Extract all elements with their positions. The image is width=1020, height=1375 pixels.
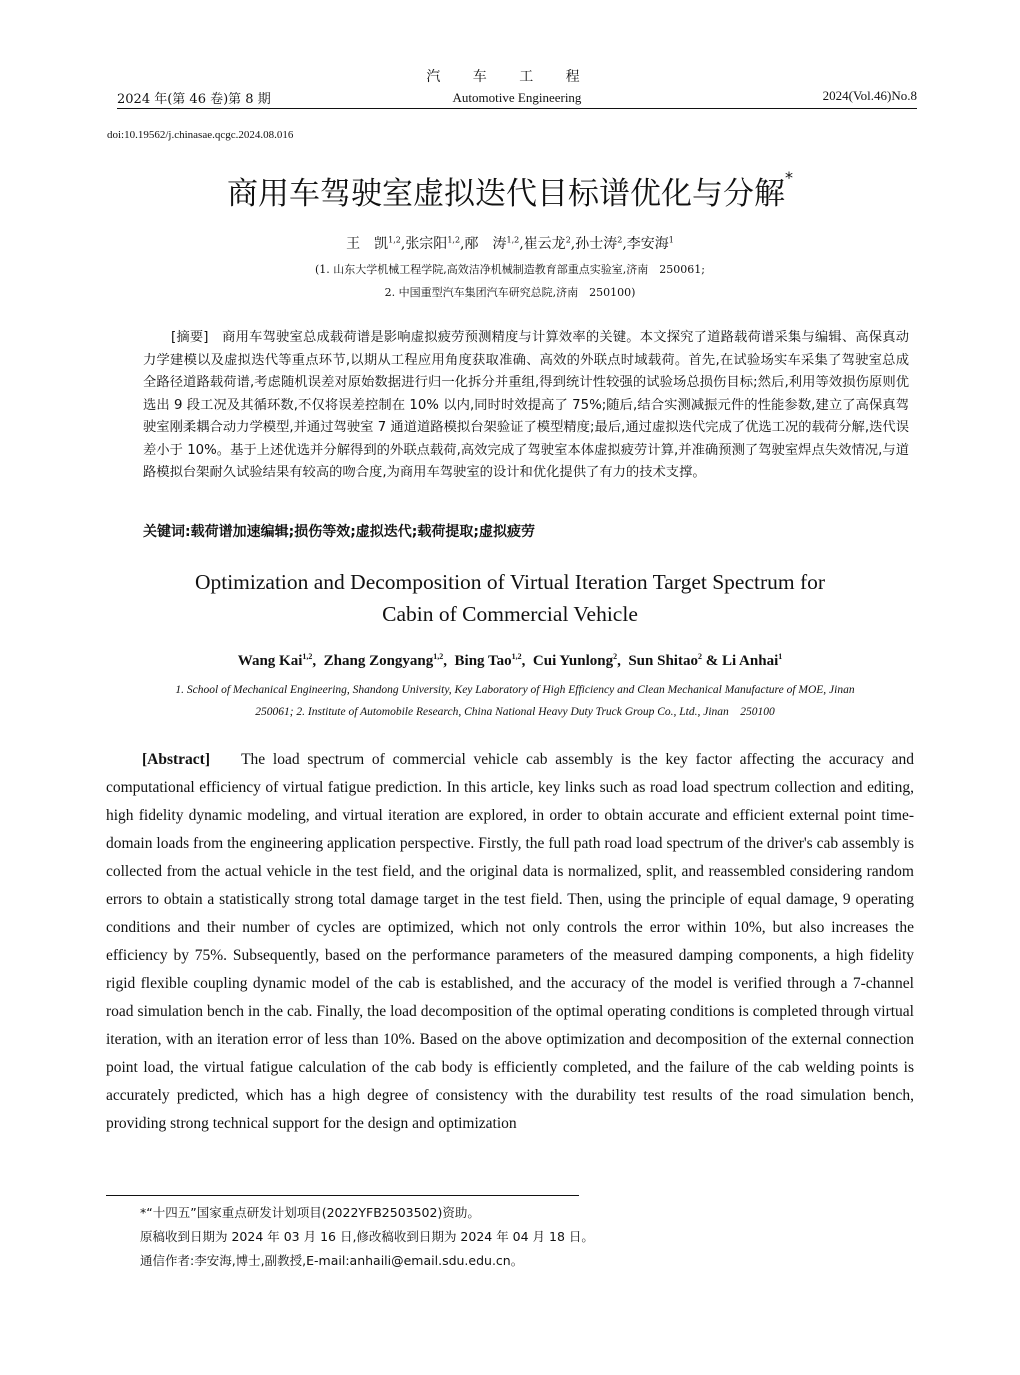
title-en-line-2: Cabin of Commercial Vehicle [382,602,638,626]
author-en-affil-mark: 2 [697,652,702,661]
title-cn-text: 商用车驾驶室虚拟迭代目标谱优化与分解 [227,176,785,212]
author-en-separator: , [312,653,324,669]
affiliation-cn-1: (1. 山东大学机械工程学院,高效洁净机械制造教育部重点实验室,济南 250061; [315,263,705,276]
title-footnote-mark: * [785,168,793,187]
footnote-corresponding: 通信作者:李安海,博士,副教授,E-mail:anhaili@email.sdu.edu.cn。 [140,1253,524,1268]
abstract-en-label: [Abstract] [142,751,211,768]
doi: doi:10.19562/j.chinasae.qcgc.2024.08.016 [107,129,294,141]
author-en-separator: , [617,653,629,669]
author-en: Bing Tao [454,653,512,669]
author-en: Cui Yunlong [532,653,614,669]
issue-cn: 2024 年(第 46 卷)第 8 期 [117,92,271,107]
footnote-dates: 原稿收到日期为 2024 年 03 月 16 日,修改稿收到日期为 2024 年 04 月 18 日。 [140,1229,594,1244]
author-en: Sun Shitao [628,653,698,669]
abstract-en [106,746,914,1138]
author-en-separator: , [521,653,533,669]
author-en-affil-mark: 1 [778,652,783,661]
journal-name-en: Automotive Engineering [452,90,582,105]
author-en-affil-mark: 1,2 [511,652,522,661]
affiliation-cn-2: 2. 中国重型汽车集团汽车研究总院,济南 250100) [384,286,636,299]
running-header [117,88,917,108]
author-cn: 李安海 [626,236,669,252]
keywords-cn: 关键词:载荷谱加速编辑;损伤等效;虚拟迭代;载荷提取;虚拟疲劳 [143,524,535,540]
footnote-funding: *“十四五”国家重点研发计划项目(2022YFB2503502)资助。 [140,1205,480,1220]
abstract-cn-label: [摘要] [171,330,209,345]
author-cn: 邴 涛 [464,236,507,252]
title-en [0,566,1020,630]
abstract-en-text: The load spectrum of commercial vehicle cab assembly is the key factor affecting the accuracy and computational efficiency of virtual fatigue prediction. In this article, key links such as road load spectrum collection and editing, high fidelity dynamic modeling, and virtual iteration are explored, in order to obtain accurate and efficient external point time-domain loads from the engineering application perspective. Firstly, the full path road load spectrum of the driver's cab assembly is collected from the actual vehicle in the test field, and the original data is normalized, split, and reassembled considering random errors to obtain a statistically strong total damage target in the test field. Then, using the principle of equal damage, 9 operating conditions and their number of cycles are optimized, which not only controls the error within 10%, but also increases the efficiency by 75%. Subsequently, based on the performance parameters of the measured damping components, a high fidelity rigid flexible coupling dynamic model of the cab is established, and the accuracy of the model is verified through a 7-channel road simulation bench in the cab. Finally, the load decomposition of the optimal operating conditions is completed through virtual iteration, with an iteration error of less than 10%. Based on the above optimization and decomposition of the external connection point load, the virtual fatigue calculation of the cab body is efficiently completed, and the failure of the cab welding points is accurately predicted, which has a high degree of consistency with the durability test results of the road simulation bench, providing strong technical support for the design and optimization [106,751,915,1132]
abstract-cn-text: 商用车驾驶室总成载荷谱是影响虚拟疲劳预测精度与计算效率的关键。本文探究了道路载荷谱采集与编辑、高保真动力学建模以及虚拟迭代等重点环节,以期从工程应用角度获取准确、高效的外联点时域载荷。首先,在试验场实车采集了驾驶室总成全路径道路载荷谱,考虑随机误差对原始数据进行归一化拆分并重组,得到统计性较强的试验场总损伤目标;然后,利用等效损伤原则优选出 9 段工况及其循环数,不仅将误差控制在 10% 以内,同时时效提高了 75%;随后,结合实测减振元件的性能参数,建立了高保真驾驶室刚柔耦合动力学模型,并通过驾驶室 7 通道道路模拟台架验证了模型精度;最后,通过虚拟迭代完成了优选工况的载荷分解,迭代误差小于 10%。基于上述优选并分解得到的外联点载荷,高效完成了驾驶室本体虚拟疲劳计算,并准确预测了驾驶室焊点失效情况,与道路模拟台架耐久试验结果有较高的吻合度,为商用车驾驶室的设计和优化提供了有力的技术支撑。 [143,330,910,480]
author-cn-affil-mark: 2 [617,235,623,245]
author-en: Li Anhai [721,653,779,669]
authors-cn: 王 凯$^{1,2}$,张宗阳$^{1,2}$,邴 涛$^{1,2}$,崔云龙$^2$,孙士涛$^2$,李安海$^1$ [346,235,674,252]
author-cn-affil-mark: 1,2 [388,235,401,245]
author-cn-affil-mark: 1 [668,235,674,245]
author-en: Wang Kai [237,653,303,669]
author-cn: 崔云龙 [523,236,566,252]
journal-name-cn: 汽 车 工 程 [426,69,594,85]
author-en-affil-mark: 1,2 [433,652,444,661]
title-en-line-1: Optimization and Decomposition of Virtual Iteration Target Spectrum for [194,570,826,594]
author-en-separator: & [701,653,722,669]
author-cn: 孙士涛 [575,236,618,252]
footnote-rule [106,1195,579,1196]
affiliation-en: 1. School of Mechanical Engineering, Shandong University, Key Laboratory of High Efficiency and Clean Mechanical Manufacture of MOE, Jinan 250061; 2. Institute of Automobile Research, China National Heavy Duty Truck Group Co., Ltd., Jinan 250100 [175,684,867,718]
title-cn [0,168,1020,213]
author-en: Zhang Zongyang [323,653,434,669]
header-rule [117,108,917,109]
author-cn: 王 凯 [346,236,389,252]
author-cn-affil-mark: 1,2 [447,235,461,245]
author-en-affil-mark: 1,2 [302,652,313,661]
author-en-separator: , [443,653,455,669]
author-en-affil-mark: 2 [613,652,618,661]
abstract-cn [143,327,909,485]
issue-en: 2024(Vol.46)No.8 [822,88,917,103]
author-cn-affil-mark: 2 [565,235,571,245]
authors-en [0,652,1020,670]
author-cn: 张宗阳 [405,236,448,252]
author-cn-affil-mark: 1,2 [506,235,520,245]
